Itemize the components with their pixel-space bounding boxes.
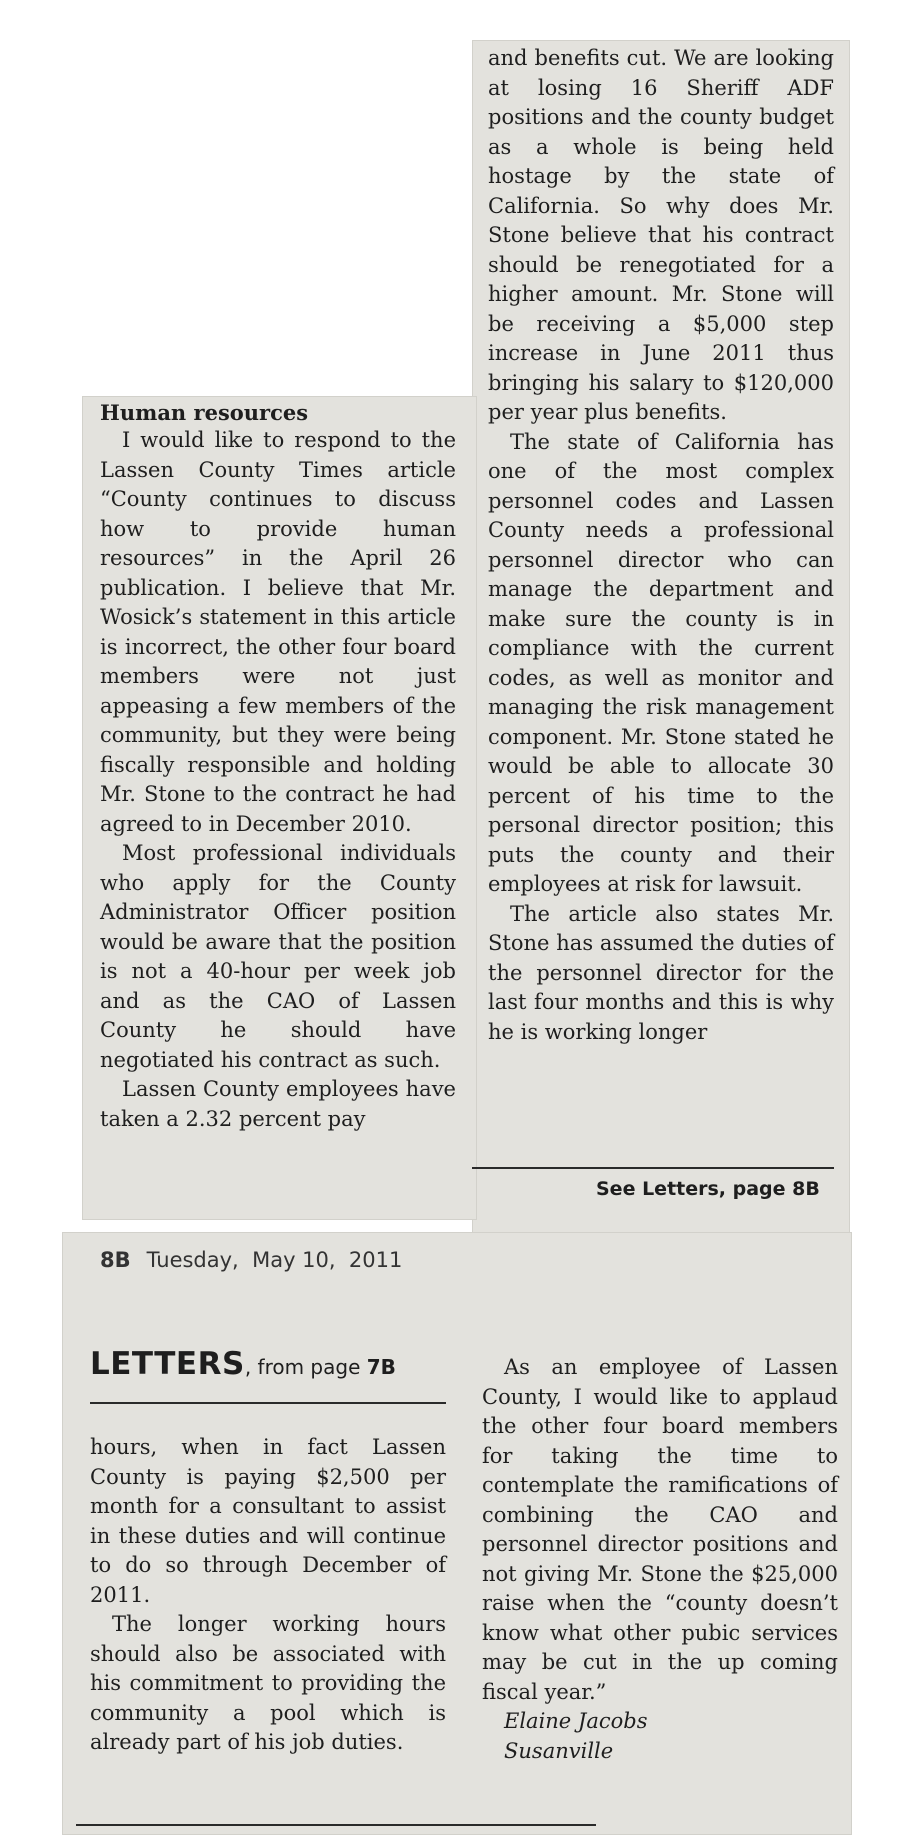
letter-paragraph: The article also states Mr. Stone has assumed the duties of the personnel director for the last four months and this is why he is working longer	[488, 901, 834, 1044]
section-title-rule	[90, 1402, 446, 1404]
from-page-number: 7B	[366, 1355, 396, 1379]
bottom-rule	[76, 1824, 596, 1826]
continuation-right-column	[482, 1353, 838, 1766]
letter-right-column	[488, 44, 834, 1047]
section-title-text: LETTERS	[90, 1346, 245, 1382]
letter-paragraph: I would like to respond to the Lassen County Times article “County continues to discuss how to provide human resources” in the April 26 publication. I believe that Mr. Wosick’s statement in this article is incorrect, the other four board members were not just appeasing a few members of the community, but they were being fiscally responsible and holding Mr. Stone to the contract he had agreed to in December 2010.	[100, 428, 456, 836]
jump-line: See Letters, page 8B	[596, 1178, 820, 1200]
letter-paragraph: The longer working hours should also be associated with his commitment to providing the community a pool which is already part of his job duties.	[90, 1612, 446, 1754]
letter-paragraph: Most professional individuals who apply for the County Administrator Officer position would be aware that the position is not a 40-hour per week job and as the CAO of Lassen County he should have negotiated his contract as such.	[100, 841, 456, 1072]
section-title	[90, 1346, 396, 1382]
jump-rule	[472, 1167, 834, 1169]
letter-paragraph: As an employee of Lassen County, I would like to applaud the other four board members for taking the time to contemplate the ramifications of combining the CAO and personnel director positions and not giving Mr. Stone the $25,000 raise when the “county doesn’t know what other pubic services may be cut in the up coming fiscal year.”	[482, 1355, 838, 1704]
letter-paragraph: The state of California has one of the most complex personnel codes and Lassen County needs a professional personnel director who can manage the department and make sure the county is in compliance with the current codes, as well as monitor and managing the risk management component. Mr. Stone stated he would be able to allocate 30 percent of his time to the personal director position; this puts the county and their employees at risk for lawsuit.	[488, 429, 834, 896]
continuation-left-column	[90, 1433, 446, 1758]
letter-paragraph: hours, when in fact Lassen County is paying $2,500 per month for a consultant to assist in these duties and will continue to do so through December of 2011.	[90, 1435, 446, 1607]
letter-headline: Human resources	[100, 400, 309, 425]
from-page-text: , from page	[244, 1355, 367, 1379]
page-dateline	[100, 1248, 402, 1272]
page-date: Tuesday, May 10, 2011	[146, 1248, 403, 1272]
page-number: 8B	[100, 1248, 131, 1272]
letter-paragraph: and benefits cut. We are looking at losing 16 Sheriff ADF positions and the county budget as a whole is being held hostage by the state of California. So why does Mr. Stone believe that his contract should be renegotiated for a higher amount. Mr. Stone will be receiving a $5,000 step increase in June 2011 thus bringing his salary to $120,000 per year plus benefits.	[488, 46, 834, 424]
signature-city: Susanville	[504, 1738, 614, 1763]
letter-paragraph: Lassen County employees have taken a 2.32 percent pay	[100, 1077, 456, 1131]
letter-left-column	[100, 400, 456, 1134]
signature-name: Elaine Jacobs	[504, 1709, 648, 1733]
